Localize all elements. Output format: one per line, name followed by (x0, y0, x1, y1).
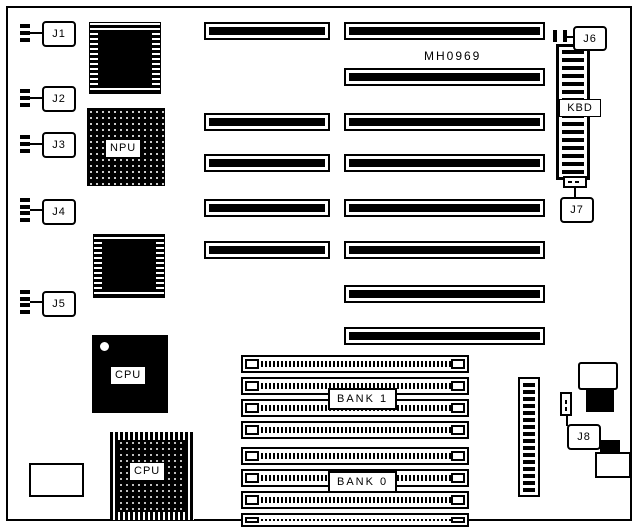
slot-right-7[interactable] (344, 285, 545, 303)
jumper-pins-j6[interactable] (553, 30, 567, 42)
slot-right-6[interactable] (344, 241, 545, 259)
jumper-label-j6[interactable]: J6 (573, 26, 607, 51)
io-connector-c (600, 440, 620, 452)
slot-left-4[interactable] (204, 199, 330, 217)
chip-qfp-mid (93, 234, 165, 298)
simm-socket-b1-4[interactable] (241, 421, 469, 439)
slot-left-5[interactable] (204, 241, 330, 259)
slot-right-4[interactable] (344, 154, 545, 172)
slot-left-2[interactable] (204, 113, 330, 131)
npu-label: NPU (105, 139, 141, 158)
keyboard-connector[interactable] (556, 44, 593, 180)
simm-socket-b0-1[interactable] (241, 447, 469, 465)
jumper-pins-j3[interactable] (20, 135, 30, 153)
jumper-pins-j4[interactable] (20, 198, 30, 222)
chip-qfp-top-body (98, 31, 152, 85)
jumper-label-j1[interactable]: J1 (42, 21, 76, 47)
chip-qfp-mid-body (102, 242, 156, 290)
connector-block-top-right[interactable] (578, 362, 618, 390)
jumper-pins-j2[interactable] (20, 89, 30, 107)
slot-right-1[interactable] (344, 22, 545, 40)
jumper-label-j3[interactable]: J3 (42, 132, 76, 158)
io-connector-a (586, 390, 614, 412)
npu-socket[interactable] (87, 108, 165, 186)
jumper-pins-j8[interactable] (560, 392, 572, 416)
board-model-label: MH0969 (424, 49, 482, 63)
jumper-label-j5[interactable]: J5 (42, 291, 76, 317)
simm-socket-b1-1[interactable] (241, 355, 469, 373)
slot-right-5[interactable] (344, 199, 545, 217)
slot-right-2[interactable] (344, 68, 545, 86)
chip-qfp-top (89, 22, 161, 94)
keyboard-connector-label: KBD (559, 99, 601, 117)
jumper-label-j4[interactable]: J4 (42, 199, 76, 225)
jumper-label-j2[interactable]: J2 (42, 86, 76, 112)
pin1-marker-icon (98, 340, 111, 353)
cpu-socket-lower[interactable] (110, 432, 194, 520)
simm-socket-b0-4[interactable] (241, 513, 469, 527)
slot-left-1[interactable] (204, 22, 330, 40)
bank0-label: BANK 0 (328, 471, 397, 493)
jumper-label-j8[interactable]: J8 (567, 424, 601, 450)
slot-left-3[interactable] (204, 154, 330, 172)
jumper-pins-j5[interactable] (20, 290, 30, 314)
jumper-pins-j7[interactable] (563, 176, 587, 188)
pin-header-right[interactable] (518, 377, 540, 497)
io-connector-b[interactable] (595, 452, 631, 478)
slot-right-8[interactable] (344, 327, 545, 345)
slot-right-3[interactable] (344, 113, 545, 131)
cpu-socket-lower-label: CPU (129, 462, 165, 481)
cpu-socket-upper-label: CPU (110, 366, 146, 385)
cpu-socket-upper[interactable] (92, 335, 168, 413)
component-box-bottom-left (29, 463, 84, 497)
bank1-label: BANK 1 (328, 388, 397, 410)
simm-socket-b0-3[interactable] (241, 491, 469, 509)
jumper-pins-j1[interactable] (20, 24, 30, 42)
jumper-label-j7[interactable]: J7 (560, 197, 594, 223)
